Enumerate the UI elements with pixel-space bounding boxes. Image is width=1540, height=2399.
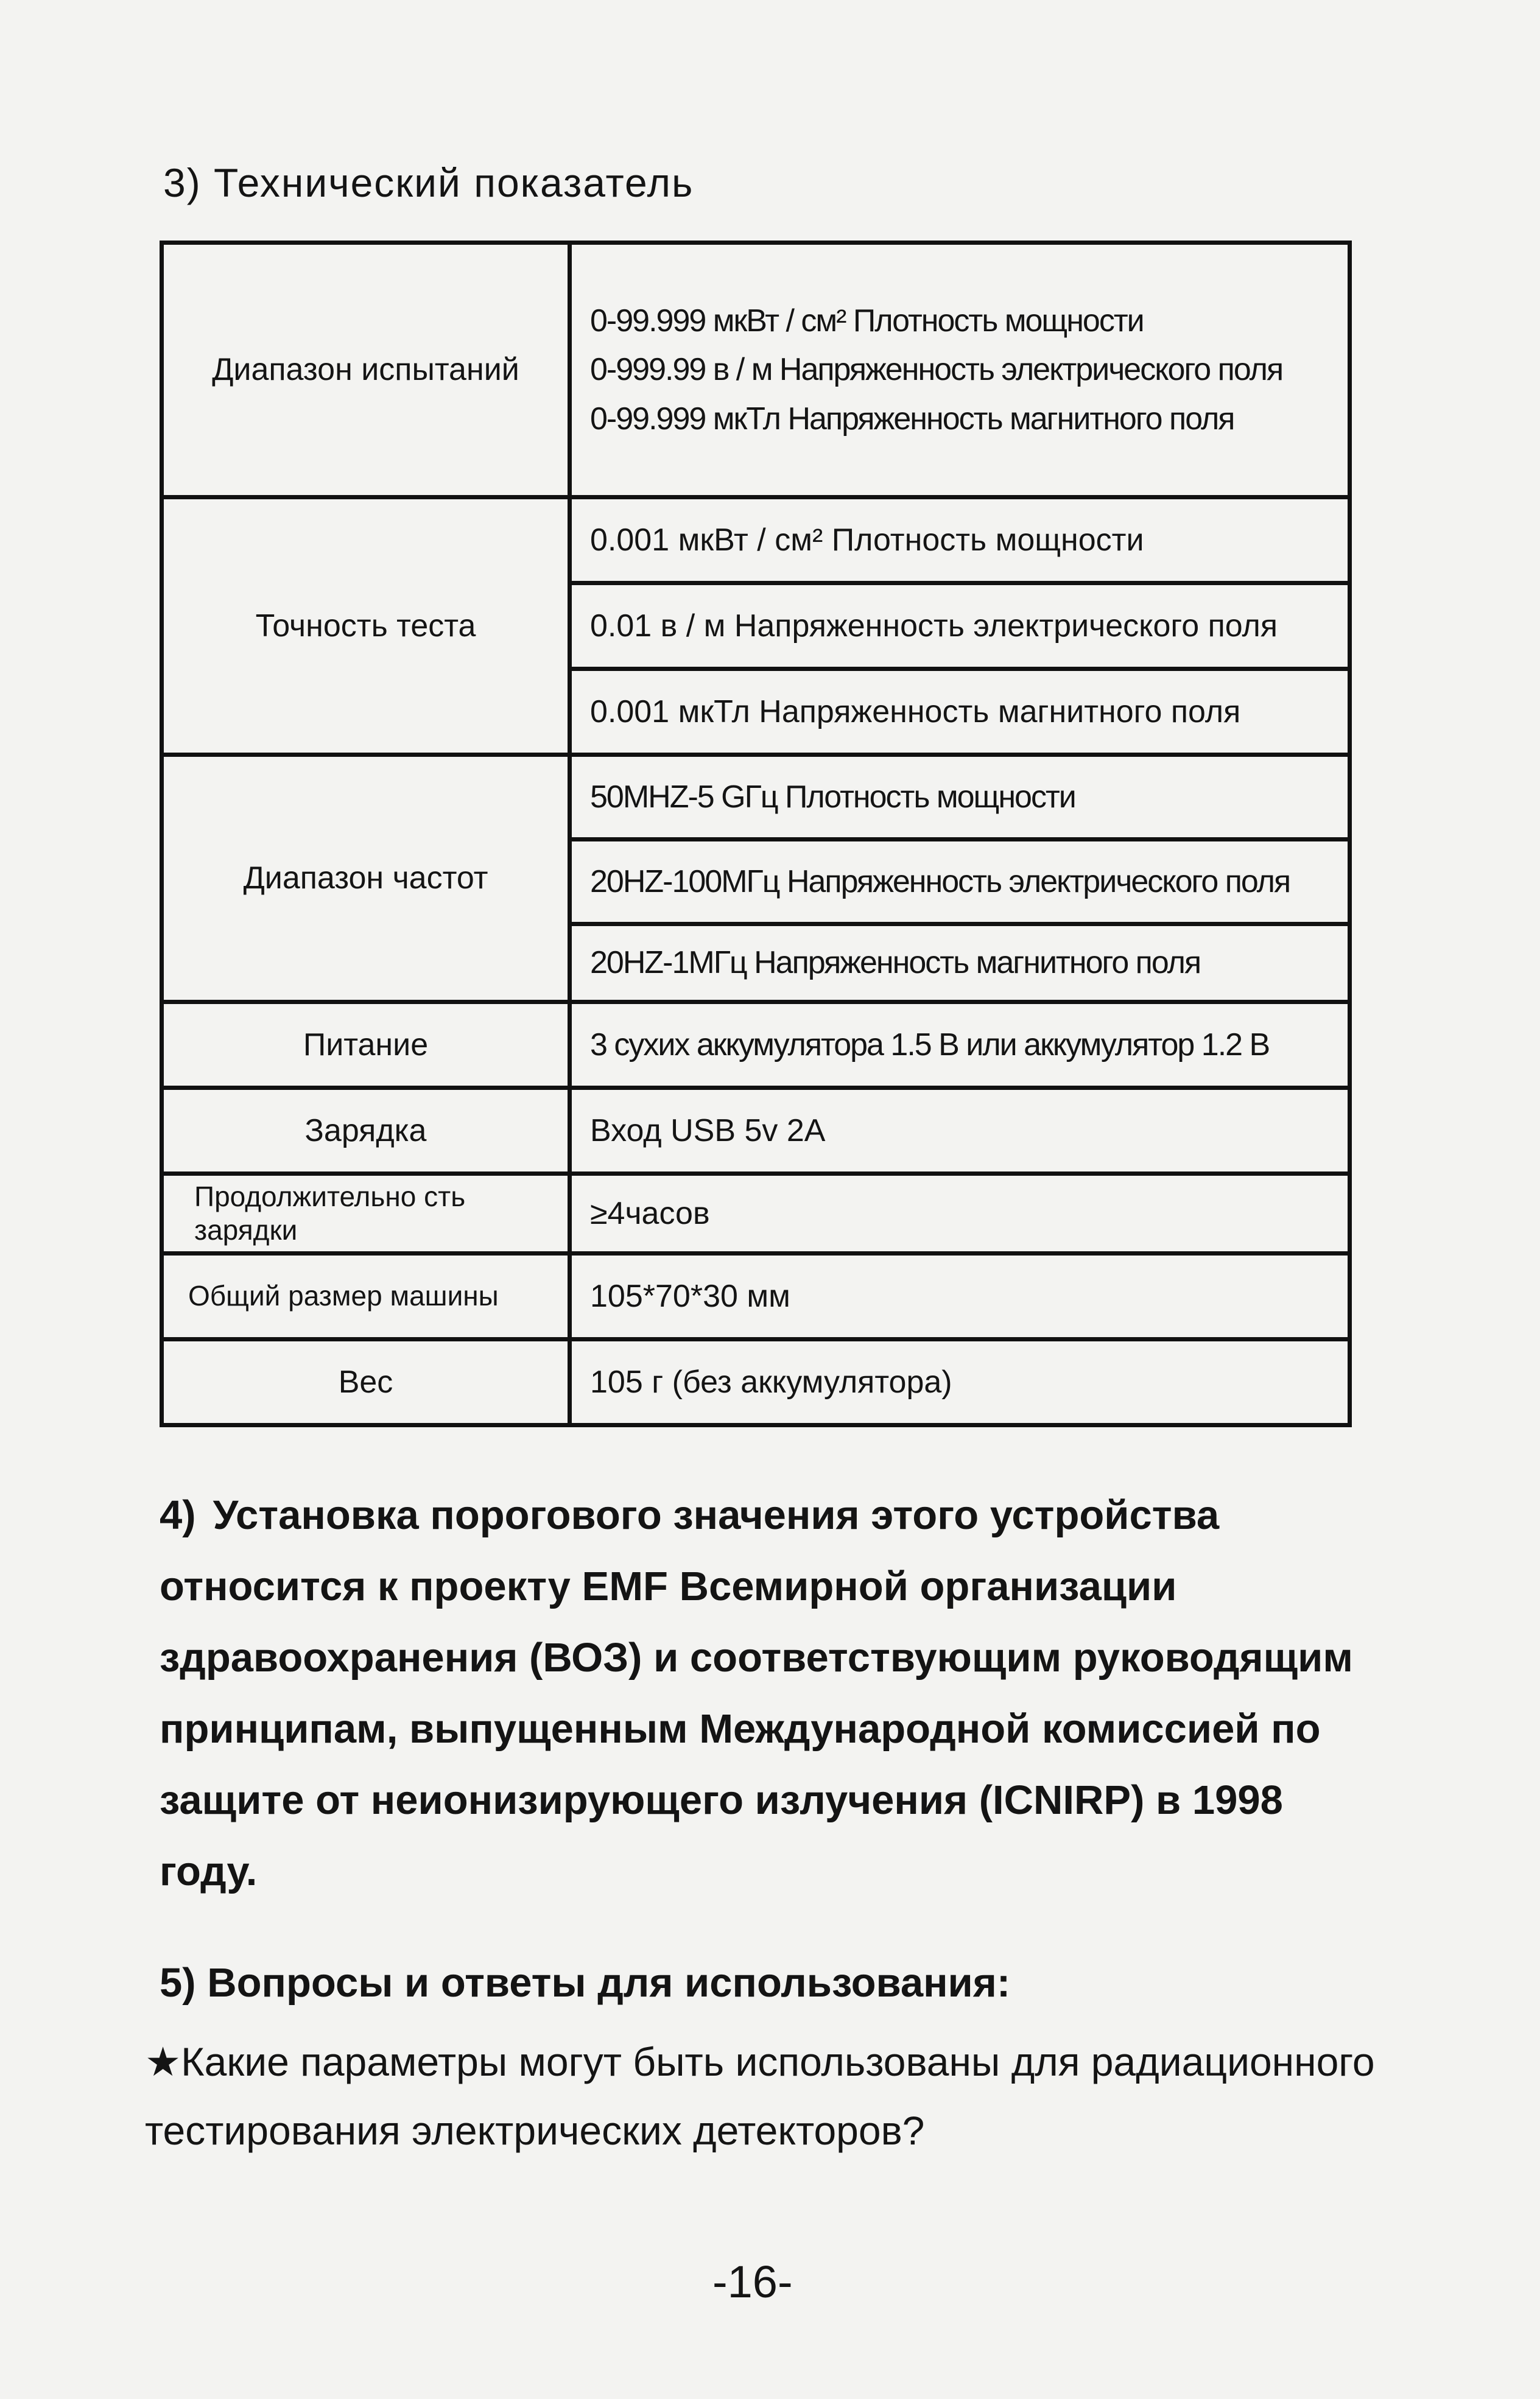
row-value: 105 г (без аккумулятора) [570, 1340, 1350, 1425]
table-row [162, 1088, 1350, 1174]
section-4-number: 4) [160, 1492, 196, 1538]
row-value: 0.01 в / м Напряженность электрического поля [570, 583, 1350, 669]
table-row [162, 1340, 1350, 1425]
row-label-overall-size: Общий размер машины [162, 1254, 570, 1340]
row-value: 105*70*30 мм [570, 1254, 1350, 1340]
row-label-accuracy: Точность теста [162, 497, 570, 755]
faq-question: ★Какие параметры могут быть использованы для радиационного тестирования электрических детекторов? [145, 2039, 1375, 2153]
row-label-charging-duration: Продолжительно сть зарядки [162, 1174, 570, 1254]
section-3-title: 3) Технический показатель [163, 160, 694, 205]
row-label-charging: Зарядка [162, 1088, 570, 1174]
row-value-test-range [570, 243, 1350, 497]
row-value: 0.001 мкТл Напряженность магнитного поля [570, 669, 1350, 755]
spec-table [160, 241, 1352, 1427]
row-value: 20HZ-1МГц Напряженность магнитного поля [570, 924, 1350, 1002]
value-line: 0-999.99 в / м Напряженность электрического поля [590, 352, 1283, 388]
table-row [162, 497, 1350, 583]
table-row [162, 243, 1350, 497]
row-value: 50MHZ-5 GГц Плотность мощности [570, 755, 1350, 840]
table-row [162, 1002, 1350, 1088]
section-4-paragraph [160, 1480, 1384, 1907]
table-row [162, 1174, 1350, 1254]
row-value: 0.001 мкВт / см² Плотность мощности [570, 497, 1350, 583]
row-value: ≥4часов [570, 1174, 1350, 1254]
row-label-test-range: Диапазон испытаний [162, 243, 570, 497]
row-value: 20HZ-100МГц Напряженность электрического поля [570, 840, 1350, 924]
row-label-weight: Вес [162, 1340, 570, 1425]
row-value: Вход USB 5v 2A [570, 1088, 1350, 1174]
value-line: 0-99.999 мкТл Напряженность магнитного поля [590, 401, 1234, 437]
value-line: 0-99.999 мкВт / см² Плотность мощности [590, 303, 1144, 339]
table-row [162, 755, 1350, 840]
row-label-frequency-range: Диапазон частот [162, 755, 570, 1002]
row-value: 3 сухих аккумулятора 1.5 В или аккумулятор 1.2 В [570, 1002, 1350, 1088]
row-label-power: Питание [162, 1002, 570, 1088]
page-number: -16- [712, 2257, 793, 2307]
table-row [162, 1254, 1350, 1340]
section-4-text: Установка порогового значения этого устройства относится к проекту EMF Всемирной организации здравоохранения (ВОЗ) и соответствующим руководящим принципам, выпущенным Международной комиссией по защите от неионизирующего излучения (ICNIRP) в 1998 году. [160, 1492, 1353, 1894]
section-5-title: 5) Вопросы и ответы для использования: [160, 1960, 1011, 2006]
